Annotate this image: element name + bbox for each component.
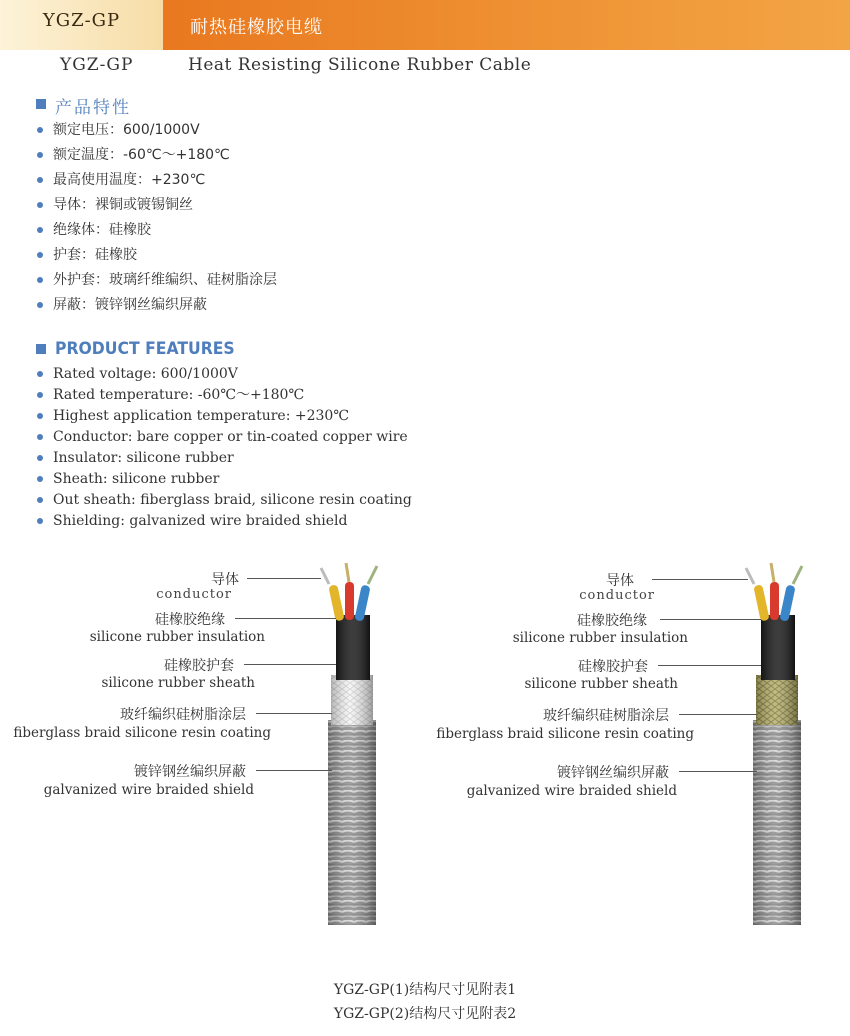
list-item: Rated temperature: -60℃～+180℃	[35, 386, 412, 407]
list-item: 导体：裸铜或镀锡铜丝	[35, 196, 277, 221]
features-cn-title: 产品特性	[55, 98, 131, 118]
list-item: Rated voltage: 600/1000V	[35, 365, 412, 386]
list-item: Shielding: galvanized wire braided shield	[35, 512, 412, 533]
leader-line	[679, 714, 757, 715]
list-item: Insulator: silicone rubber	[35, 449, 412, 470]
features-en-list	[35, 365, 412, 533]
list-item: Conductor: bare copper or tin-coated copper wire	[35, 428, 412, 449]
leader-line	[247, 578, 321, 579]
label-insulation-en: silicone rubber insulation	[89, 629, 265, 645]
subheader-model-code: YGZ-GP	[60, 55, 134, 75]
list-item: 屏蔽：镀锌钢丝编织屏蔽	[35, 296, 277, 321]
list-item: Highest application temperature: +230℃	[35, 407, 412, 428]
leader-line	[652, 579, 748, 580]
list-item: Sheath: silicone rubber	[35, 470, 412, 491]
label-sheath-en: silicone rubber sheath	[101, 675, 255, 691]
label-coating-cn: 玻纤编织硅树脂涂层	[120, 707, 246, 723]
label-sheath-en: silicone rubber sheath	[524, 676, 678, 692]
leader-line	[244, 664, 336, 665]
leader-line	[660, 619, 761, 620]
label-shield-cn: 镀锌钢丝编织屏蔽	[134, 764, 246, 780]
label-sheath-cn: 硅橡胶护套	[164, 658, 234, 674]
label-insulation-en: silicone rubber insulation	[512, 630, 688, 646]
list-item: 绝缘体：硅橡胶	[35, 221, 277, 246]
leader-line	[679, 771, 757, 772]
label-coating-en: fiberglass braid silicone resin coating	[436, 726, 694, 742]
leader-line	[235, 618, 336, 619]
cable-diagram-2	[743, 560, 813, 925]
features-cn-list	[35, 121, 277, 321]
label-conductor-en: conductor	[156, 587, 232, 602]
label-conductor-en: conductor	[579, 588, 655, 603]
label-coating-en: fiberglass braid silicone resin coating	[13, 725, 271, 741]
leader-line	[256, 770, 332, 771]
cable-diagram-1	[318, 560, 388, 925]
list-item: 护套：硅橡胶	[35, 246, 277, 271]
leader-line	[256, 713, 332, 714]
label-shield-en: galvanized wire braided shield	[466, 783, 677, 799]
footer-note-1: YGZ-GP(1)结构尺寸见附表1	[333, 982, 517, 998]
list-item: Out sheath: fiberglass braid, silicone resin coating	[35, 491, 412, 512]
features-en-title: PRODUCT FEATURES	[55, 339, 235, 359]
label-sheath-cn: 硅橡胶护套	[578, 659, 648, 675]
label-conductor-cn: 导体	[211, 572, 239, 588]
label-insulation-cn: 硅橡胶绝缘	[577, 613, 647, 629]
list-item: 最高使用温度：+230℃	[35, 171, 277, 196]
header-title-cn: 耐热硅橡胶电缆	[190, 17, 323, 38]
label-shield-en: galvanized wire braided shield	[43, 782, 254, 798]
label-shield-cn: 镀锌钢丝编织屏蔽	[557, 765, 669, 781]
section-square-icon	[36, 344, 46, 354]
subheader-title-en: Heat Resisting Silicone Rubber Cable	[188, 55, 532, 75]
header-model-code: YGZ-GP	[42, 10, 121, 31]
label-coating-cn: 玻纤编织硅树脂涂层	[543, 708, 669, 724]
footer-note-2: YGZ-GP(2)结构尺寸见附表2	[333, 1006, 517, 1022]
list-item: 额定温度：-60℃～+180℃	[35, 146, 277, 171]
section-square-icon	[36, 99, 46, 109]
list-item: 外护套：玻璃纤维编织、硅树脂涂层	[35, 271, 277, 296]
leader-line	[658, 665, 761, 666]
label-conductor-cn: 导体	[606, 573, 634, 589]
list-item: 额定电压：600/1000V	[35, 121, 277, 146]
label-insulation-cn: 硅橡胶绝缘	[155, 612, 225, 628]
